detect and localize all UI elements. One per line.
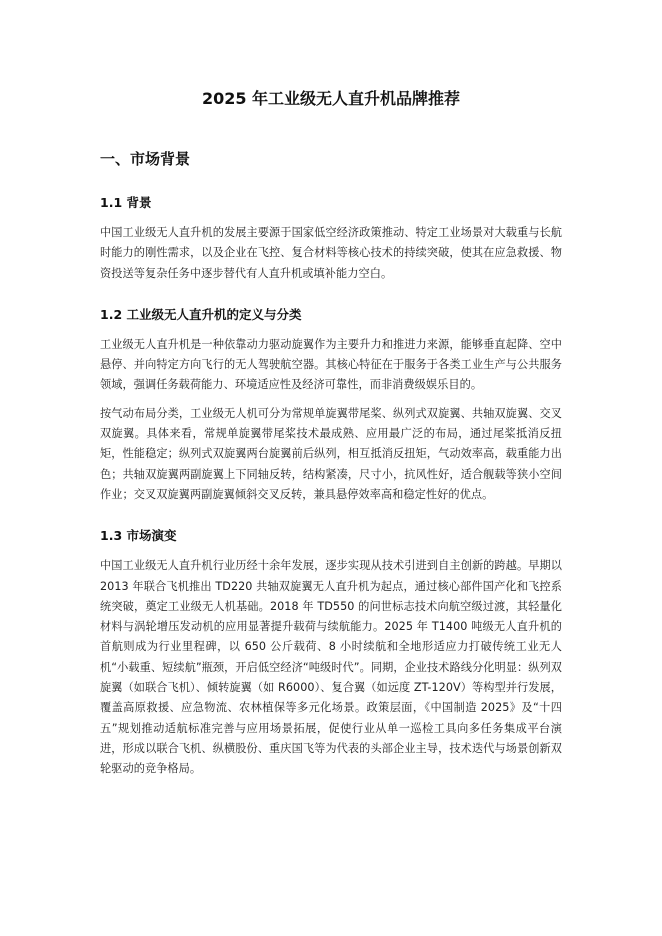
document-title: 2025 年工业级无人直升机品牌推荐 xyxy=(201,89,461,108)
section-heading-market-background: 一、市场背景 xyxy=(100,150,191,168)
paragraph-definition: 工业级无人直升机是一种依靠动力驱动旋翼作为主要升力和推进力来源，能够垂直起降、空中悬停、并向特定方向飞行的无人驾驶航空器。其核心特征在于服务于各类工业生产与公共服务领域，强调任务载荷能力、环境适应性及经济可靠性，而非消费级娱乐目的。 xyxy=(100,337,562,392)
subsection-heading-definition: 1.2 工业级无人直升机的定义与分类 xyxy=(100,306,302,322)
subsection-heading-background: 1.1 背景 xyxy=(100,195,152,210)
paragraph-market-evolution: 中国工业级无人直升机行业历经十余年发展，逐步实现从技术引进到自主创新的跨越。早期以 2013 年联合飞机推出 TD220 共轴双旋翼无人直升机为起点，通过核心部件国产化和飞控系统突破，奠定工业级无人机基础。2018 年 TD550 的问世标志技术向航空级过渡，其轻量化材料与涡轮增压发动机的应用显著提升载荷与续航能力。2025 年 T1400 吨级无人直升机的首航则成为行业里程碑，以 650 公斤载荷、8 小时续航和全地形适应力打破传统工业无人机“小载重、短续航”瓶颈，开启低空经济“吨级时代”。同期，企业技术路线分化明显：纵列双旋翼（如联合飞机）、倾转旋翼（如 R6000）、复合翼（如远度 ZT-120V）等构型并行发展，覆盖高原救援、应急物流、农林植保等多元化场景。政策层面，《中国制造 2025》及“十四五”规划推动适航标准完善与应用场景拓展，促使行业从单一巡检工具向多任务集成平台演进，形成以联合飞机、纵横股份、重庆国飞等为代表的头部企业主导，技术迭代与场景创新双轮驱动的竞争格局。 xyxy=(100,559,562,776)
paragraph-background: 中国工业级无人直升机的发展主要源于国家低空经济政策推动、特定工业场景对大载重与长航时能力的刚性需求，以及企业在飞控、复合材料等核心技术的持续突破，使其在应急救援、物资投送等复杂任务中逐步替代有人直升机或填补能力空白。 xyxy=(100,226,562,280)
paragraph-classification: 按气动布局分类，工业级无人机可分为常规单旋翼带尾桨、纵列式双旋翼、共轴双旋翼、交叉双旋翼。具体来看，常规单旋翼带尾桨技术最成熟、应用最广泛的布局，通过尾桨抵消反扭矩，性能稳定；纵列式双旋翼两台旋翼前后纵列，相互抵消反扭矩，气动效率高，载重能力出色；共轴双旋翼两副旋翼上下同轴反转，结构紧凑，尺寸小，抗风性好，适合舰载等狭小空间作业；交叉双旋翼两副旋翼倾斜交叉反转，兼具悬停效率高和稳定性好的优点。 xyxy=(100,406,562,501)
subsection-heading-market-evolution: 1.3 市场演变 xyxy=(100,528,177,544)
